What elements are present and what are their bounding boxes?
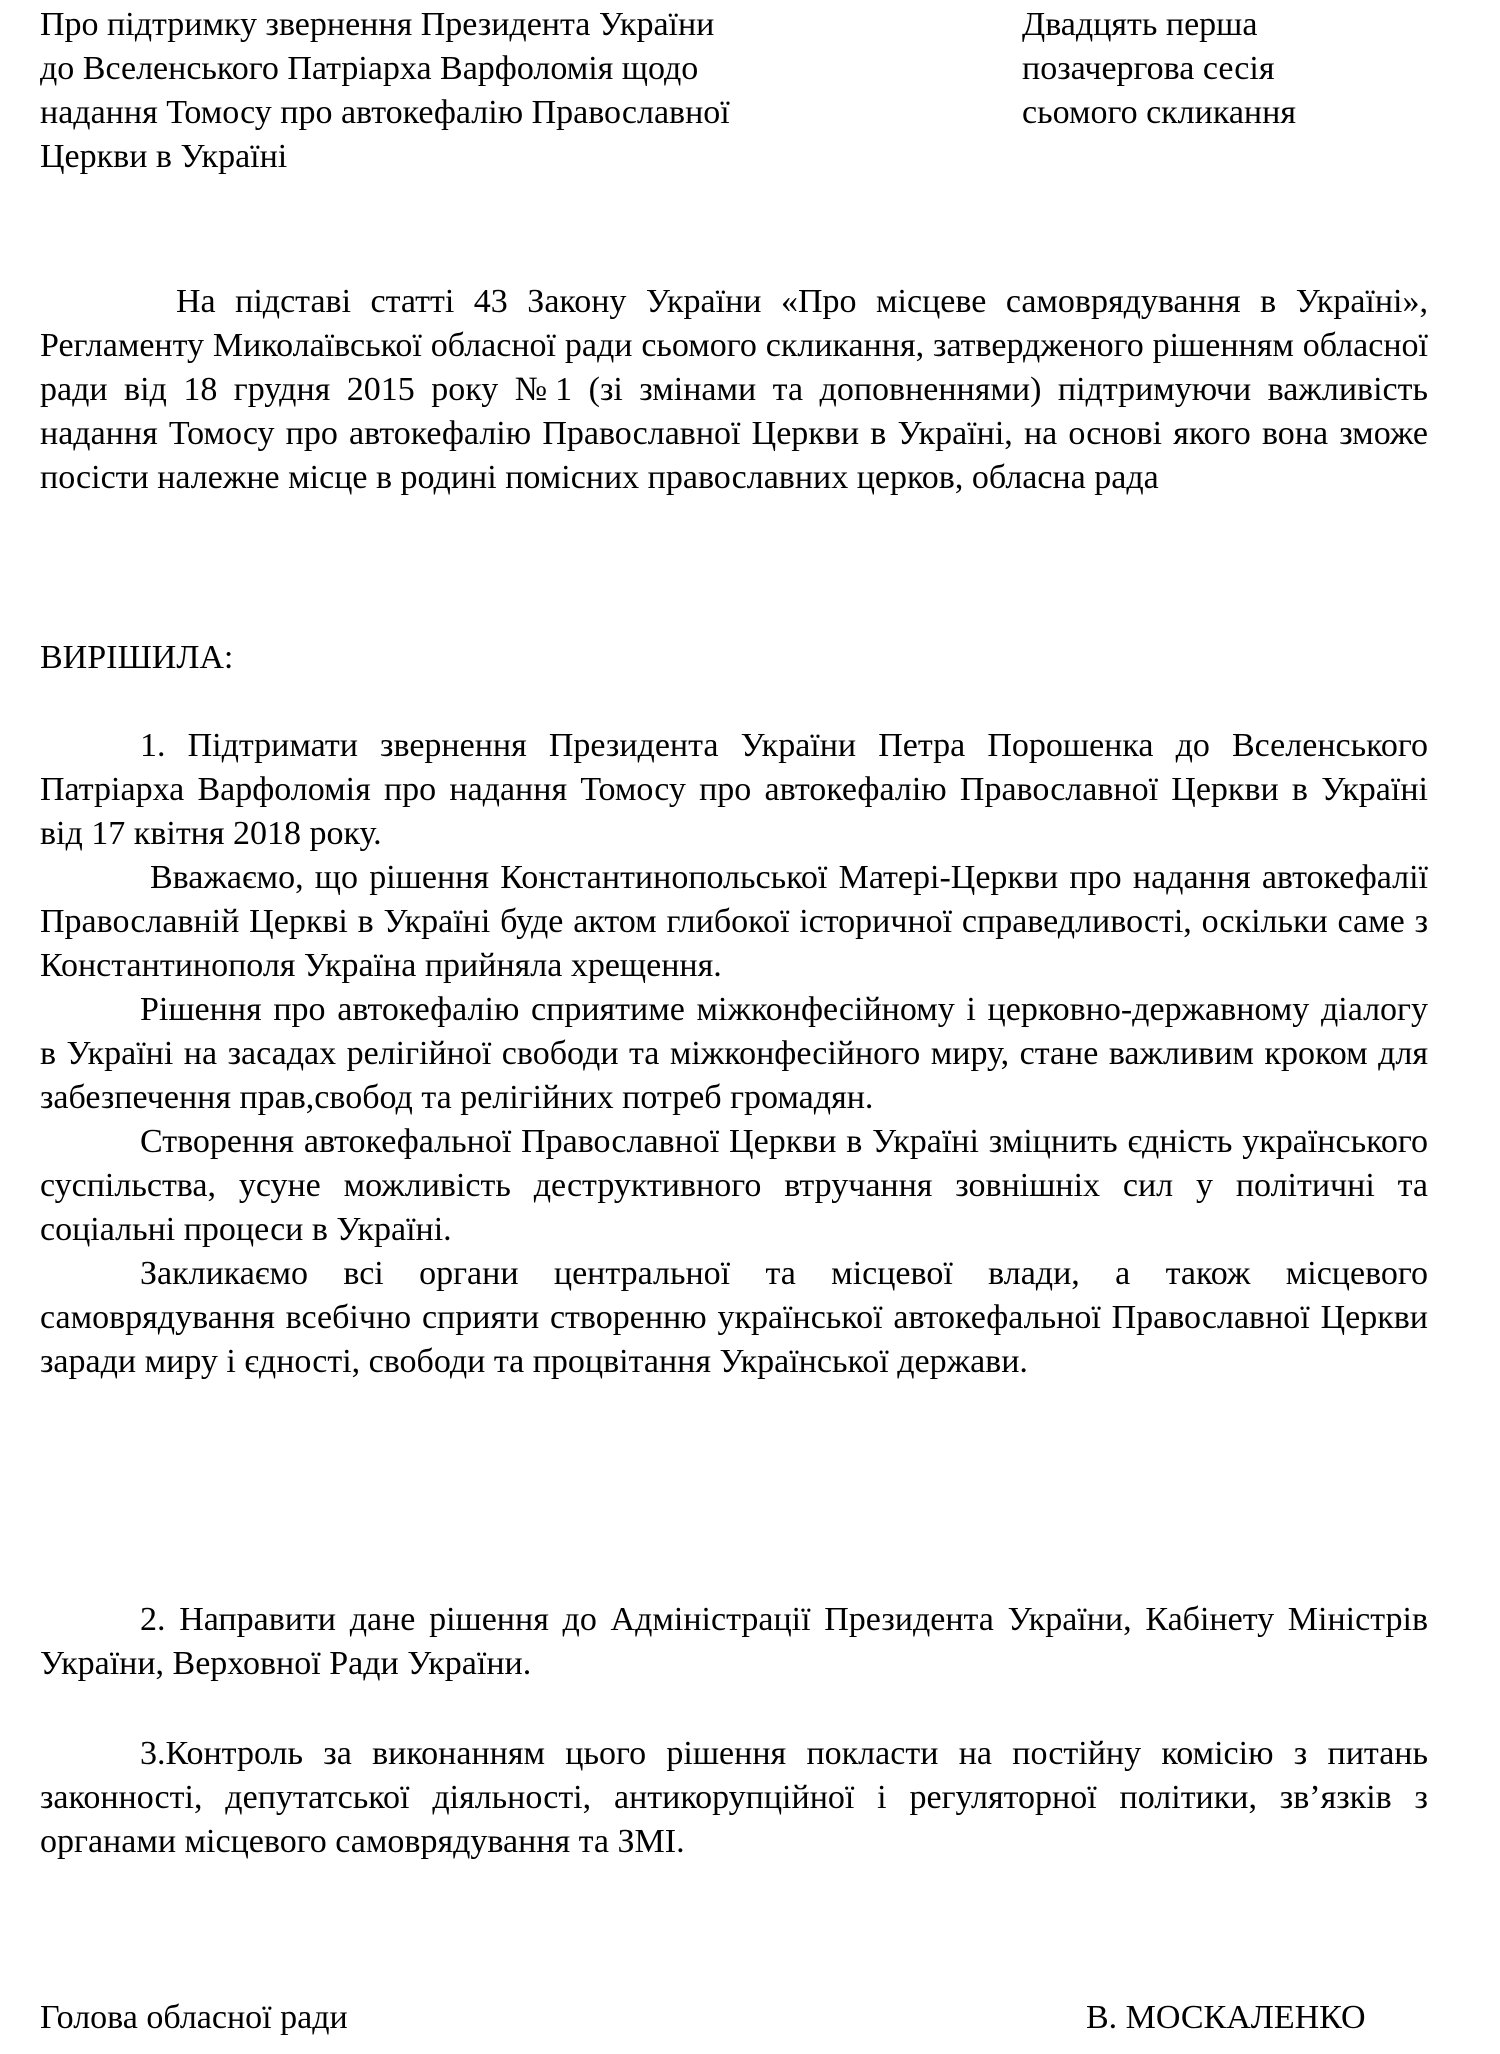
decision-item-2: 2. Направити дане рішення до Адміністрації Президента України, Кабінету Міністрів України, Верховної Ради України. <box>40 1601 1428 1682</box>
decision-title <box>40 3 900 179</box>
decision-item-1-paragraph: Рішення про автокефалію сприятиме міжконфесійному і церковно-державному діалогу в Україні на засадах релігійної свободи та міжконфесійного миру, стане важливим кроком для забезпечення прав,свобод та релігійних потреб громадян. <box>40 991 1428 1116</box>
decision-item-1-paragraph: Створення автокефальної Православної Церкви в Україні зміцнить єдність українського суспільства, усуне можливість деструктивного втручання зовнішніх сил у політичні та соціальні процеси в Україні. <box>40 1123 1428 1248</box>
decision-item-1-main: 1. Підтримати звернення Президента України Петра Порошенка до Вселенського Патріарха Варфоломія про надання Томосу про автокефалію Православної Церкви в Україні від 17 квітня 2018 року. <box>40 727 1428 852</box>
session-info <box>1022 3 1422 135</box>
session-info-line: позачергова сесія <box>1022 50 1275 87</box>
preamble-paragraph: На підставі статті 43 Закону України «Про місцеве самоврядування в Україні», Регламенту Миколаївської обласної ради сьомого скликання, затвердженого рішенням обласної ради від 18 грудня 2015 року №1 (зі змінами та доповненнями) підтримуючи важливість надання Томосу про автокефалію Православної Церкви в Україні, на основі якого вона зможе посісти належне місце в родині помісних православних церков, обласна рада <box>40 283 1428 496</box>
decision-item-1-paragraph: Закликаємо всі органи центральної та місцевої влади, а також місцевого самоврядування всебічно сприяти створенню української автокефальної Православної Церкви заради миру і єдності, свободи та процвітання Української держави. <box>40 1255 1428 1380</box>
decision-item-1 <box>40 724 1428 1384</box>
signatory-name: В. МОСКАЛЕНКО <box>1086 1999 1366 2036</box>
decision-item-3: 3.Контроль за виконанням цього рішення покласти на постійну комісію з питань законності, депутатської діяльності, антикорупційної і регуляторної політики, зв’язків з органами місцевого самоврядування та ЗМІ. <box>40 1735 1428 1860</box>
decision-item-1-paragraph: Вважаємо, що рішення Константинопольської Матері-Церкви про надання автокефалії Православній Церкві в Україні буде актом глибокої історичної справедливості, оскільки саме з Константинополя Україна прийняла хрещення. <box>40 859 1428 984</box>
signatory-title: Голова обласної ради <box>40 1999 348 2036</box>
decision-title-line: до Вселенського Патріарха Варфоломія щодо <box>40 50 699 87</box>
decided-label: ВИРІШИЛА: <box>40 639 234 676</box>
decision-title-line: Про підтримку звернення Президента України <box>40 6 715 43</box>
session-info-line: Двадцять перша <box>1022 6 1258 43</box>
decision-title-line: надання Томосу про автокефалію Православної <box>40 94 730 131</box>
session-info-line: сьомого скликання <box>1022 94 1296 131</box>
decision-title-line: Церкви в Україні <box>40 138 288 175</box>
